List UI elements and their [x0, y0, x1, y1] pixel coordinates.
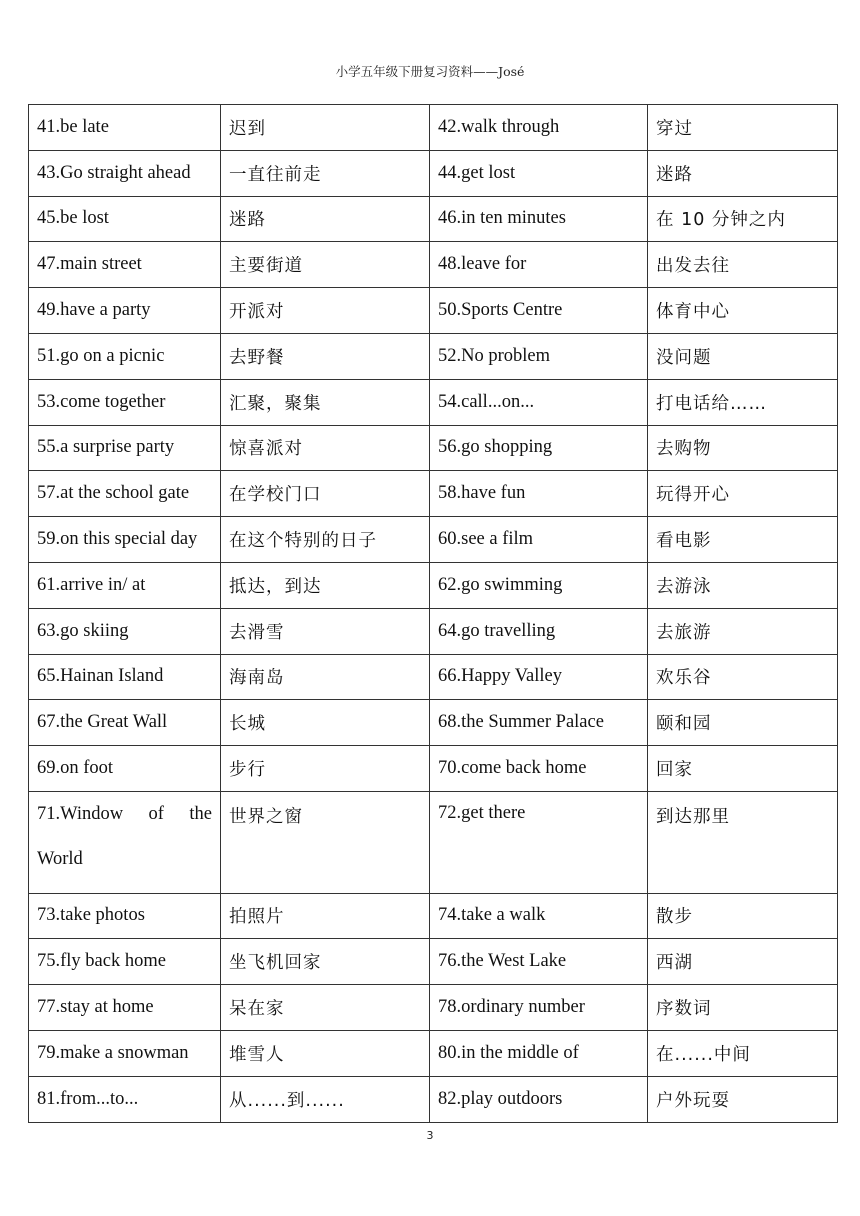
english-phrase-cell: 54.call...on...: [430, 379, 648, 425]
chinese-meaning-cell: 去游泳: [648, 562, 838, 608]
chinese-meaning-cell: 在 10 分钟之内: [648, 196, 838, 242]
english-phrase-cell: 70.come back home: [430, 746, 648, 792]
table-row: [29, 791, 838, 893]
english-phrase-cell: 82.play outdoors: [430, 1076, 648, 1122]
table-row: [29, 242, 838, 288]
chinese-meaning-cell: 步行: [221, 746, 430, 792]
table-row: [29, 939, 838, 985]
chinese-meaning-cell: 玩得开心: [648, 471, 838, 517]
chinese-meaning-cell: 海南岛: [221, 654, 430, 700]
table-row: [29, 379, 838, 425]
chinese-meaning-cell: 长城: [221, 700, 430, 746]
english-phrase-cell: 71.Window of the World: [29, 791, 221, 893]
chinese-meaning-cell: 主要街道: [221, 242, 430, 288]
english-phrase-cell: 69.on foot: [29, 746, 221, 792]
english-phrase-cell: 68.the Summer Palace: [430, 700, 648, 746]
english-phrase-cell: 63.go skiing: [29, 608, 221, 654]
english-phrase-cell: 74.take a walk: [430, 893, 648, 939]
table-row: [29, 654, 838, 700]
english-phrase-cell: 47.main street: [29, 242, 221, 288]
chinese-meaning-cell: 从......到......: [221, 1076, 430, 1122]
english-phrase-cell: 75.fly back home: [29, 939, 221, 985]
english-phrase-cell: 78.ordinary number: [430, 985, 648, 1031]
chinese-meaning-cell: 迷路: [648, 150, 838, 196]
table-row: [29, 700, 838, 746]
chinese-meaning-cell: 去野餐: [221, 333, 430, 379]
table-row: [29, 150, 838, 196]
english-phrase-cell: 66.Happy Valley: [430, 654, 648, 700]
chinese-meaning-cell: 户外玩耍: [648, 1076, 838, 1122]
chinese-meaning-cell: 一直往前走: [221, 150, 430, 196]
english-phrase-cell: 42.walk through: [430, 105, 648, 151]
table-row: [29, 985, 838, 1031]
table-row: [29, 517, 838, 563]
english-phrase-cell: 51.go on a picnic: [29, 333, 221, 379]
english-phrase-cell: 49.have a party: [29, 288, 221, 334]
english-phrase-cell: 80.in the middle of: [430, 1030, 648, 1076]
english-phrase-cell: 43.Go straight ahead: [29, 150, 221, 196]
table-row: [29, 893, 838, 939]
chinese-meaning-cell: 西湖: [648, 939, 838, 985]
english-phrase-cell: 58.have fun: [430, 471, 648, 517]
english-phrase-cell: 45.be lost: [29, 196, 221, 242]
english-phrase-cell: 53.come together: [29, 379, 221, 425]
english-phrase-cell: 57.at the school gate: [29, 471, 221, 517]
chinese-meaning-cell: 迷路: [221, 196, 430, 242]
chinese-meaning-cell: 散步: [648, 893, 838, 939]
english-phrase-cell: 48.leave for: [430, 242, 648, 288]
table-row: [29, 746, 838, 792]
chinese-meaning-cell: 坐飞机回家: [221, 939, 430, 985]
chinese-meaning-cell: 在学校门口: [221, 471, 430, 517]
chinese-meaning-cell: 堆雪人: [221, 1030, 430, 1076]
table-row: [29, 196, 838, 242]
chinese-meaning-cell: 去滑雪: [221, 608, 430, 654]
page-header: 小学五年级下册复习资料——José: [335, 64, 525, 79]
table-row: [29, 288, 838, 334]
chinese-meaning-cell: 去旅游: [648, 608, 838, 654]
chinese-meaning-cell: 没问题: [648, 333, 838, 379]
chinese-meaning-cell: 世界之窗: [221, 791, 430, 893]
chinese-meaning-cell: 回家: [648, 746, 838, 792]
chinese-meaning-cell: 体育中心: [648, 288, 838, 334]
english-phrase-cell: 77.stay at home: [29, 985, 221, 1031]
english-phrase-cell: 41.be late: [29, 105, 221, 151]
chinese-meaning-cell: 到达那里: [648, 791, 838, 893]
chinese-meaning-cell: 拍照片: [221, 893, 430, 939]
table-row: [29, 333, 838, 379]
vocabulary-table: [28, 104, 838, 1123]
chinese-meaning-cell: 在......中间: [648, 1030, 838, 1076]
chinese-meaning-cell: 迟到: [221, 105, 430, 151]
chinese-meaning-cell: 去购物: [648, 425, 838, 471]
english-phrase-cell: 81.from...to...: [29, 1076, 221, 1122]
chinese-meaning-cell: 序数词: [648, 985, 838, 1031]
chinese-meaning-cell: 开派对: [221, 288, 430, 334]
english-phrase-cell: 79.make a snowman: [29, 1030, 221, 1076]
english-phrase-cell: 62.go swimming: [430, 562, 648, 608]
table-row: [29, 562, 838, 608]
english-phrase-cell: 59.on this special day: [29, 517, 221, 563]
english-phrase-cell: 55.a surprise party: [29, 425, 221, 471]
english-phrase-cell: 46.in ten minutes: [430, 196, 648, 242]
table-row: [29, 105, 838, 151]
english-phrase-cell: 60.see a film: [430, 517, 648, 563]
english-phrase-cell: 72.get there: [430, 791, 648, 893]
chinese-meaning-cell: 呆在家: [221, 985, 430, 1031]
chinese-meaning-cell: 抵达，到达: [221, 562, 430, 608]
chinese-meaning-cell: 出发去往: [648, 242, 838, 288]
english-phrase-cell: 52.No problem: [430, 333, 648, 379]
table-row: [29, 425, 838, 471]
table-row: [29, 1076, 838, 1122]
table-row: [29, 608, 838, 654]
chinese-meaning-cell: 颐和园: [648, 700, 838, 746]
table-row: [29, 471, 838, 517]
page-number: 3: [426, 1129, 434, 1142]
chinese-meaning-cell: 打电话给……: [648, 379, 838, 425]
chinese-meaning-cell: 穿过: [648, 105, 838, 151]
table-row: [29, 1030, 838, 1076]
english-phrase-cell: 61.arrive in/ at: [29, 562, 221, 608]
chinese-meaning-cell: 看电影: [648, 517, 838, 563]
chinese-meaning-cell: 汇聚，聚集: [221, 379, 430, 425]
chinese-meaning-cell: 惊喜派对: [221, 425, 430, 471]
english-phrase-cell: 50.Sports Centre: [430, 288, 648, 334]
english-phrase-cell: 64.go travelling: [430, 608, 648, 654]
chinese-meaning-cell: 在这个特别的日子: [221, 517, 430, 563]
english-phrase-cell: 65.Hainan Island: [29, 654, 221, 700]
english-phrase-cell: 73.take photos: [29, 893, 221, 939]
english-phrase-cell: 76.the West Lake: [430, 939, 648, 985]
english-phrase-cell: 44.get lost: [430, 150, 648, 196]
english-phrase-cell: 56.go shopping: [430, 425, 648, 471]
chinese-meaning-cell: 欢乐谷: [648, 654, 838, 700]
english-phrase-cell: 67.the Great Wall: [29, 700, 221, 746]
